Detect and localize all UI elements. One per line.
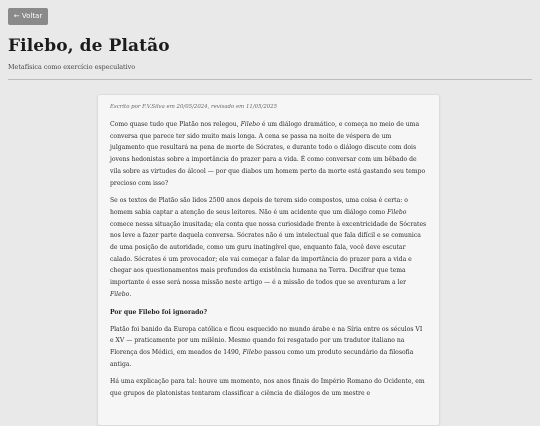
italic-title: Filebo (242, 348, 262, 356)
italic-title: Filebo (240, 121, 260, 128)
italic-title: Filebo (110, 290, 130, 298)
back-button[interactable]: ← Voltar (8, 8, 48, 25)
italic-title: Filebo (387, 208, 407, 216)
article-paragraph-3: Platão foi banido da Europa católica e ficou esquecido no mundo árabe e na Síria entre os séculos VI e XV — praticamente por um milênio. Mesmo quando foi resgatado por um tradutor italiano na Florença dos Médici, em meados de 1490, Filebo passou como um produto secundário da filosofia antiga. (110, 325, 423, 368)
page-title: Filebo, de Platão (8, 36, 170, 56)
section-heading: Por que Filebo foi ignorado? (110, 308, 208, 316)
article-card (97, 94, 440, 426)
header-divider (8, 79, 532, 80)
article-paragraph-2: Se os textos de Platão são lidos 2500 anos depois de terem sido compostos, uma coisa é certa: o homem sabia captar a atenção de seus leitores. Não é um acidente que um diálogo como Filebo comece nessa situação inusitada; ela conta que nossa curiosidade frente à excentricidade de Sócrates nos leve a fazer parte daquela conversa. Sócrates não é um intelectual que fala difícil e se comunica de uma posição de autoridade, como um guru inatingível que, enquanto fala, você deve escutar calado. Sócrates é um provocador; ele vai começar a falar da importância do prazer para a vida e chegar aos questionamentos mais profundos da existência humana na Terra. Decifrar que tema importante é esse será nossa missão neste artigo — é a missão de todos que se aventuram a ler Filebo. (110, 197, 427, 298)
article-paragraph-1: Como quase tudo que Platão nos relegou, Filebo é um diálogo dramático, e começa no meio de uma conversa que parece ter sido muito mais longa. A cena se passa na noite de véspera de um julgamento que resultará na pena de morte de Sócrates, e durante todo o diálogo discute com dois jovens hedonistas sobre a importância do prazer para a vida. É como conversar com um bêbado de vila sobre as virtudes do álcool — por que diabos um homem perto da morte está gastando seu tempo precioso com isso? (110, 121, 426, 187)
article-byline: Escrito por F.V.Silva em 20/05/2024, revisado em 11/05/2025 (110, 104, 278, 110)
article-paragraph-4: Há uma explicação para tal: houve um momento, nos anos finais do Império Romano do Ocidente, em que grupos de platonistas tentaram classificar a ciência de diálogos de um mestre e (110, 378, 425, 398)
page-subtitle: Metafísica como exercício especulativo (8, 63, 136, 71)
